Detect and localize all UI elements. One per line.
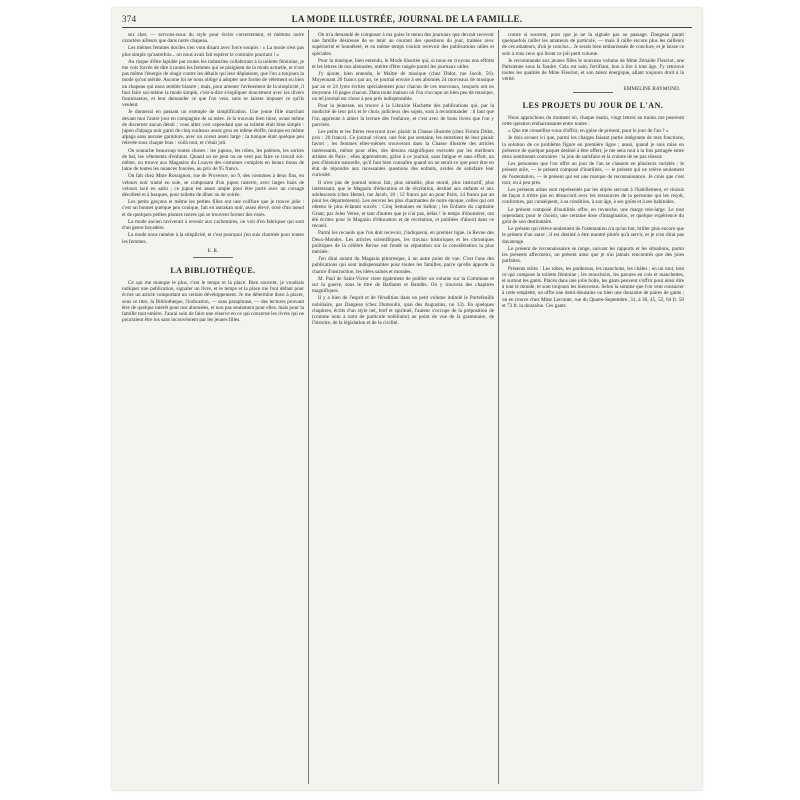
article-paragraph: On soutache beaucoup toutes choses : les jupons, les robes, les paletots, les sorties de bal, les vêtements d'enfants. Quand on ne peut ou ne veut pas faire ce travail soi-même, on trouve aux Magasins du Louvre des costumes complets en beaux tissus de laine de toutes les nuances foncées, au prix de 95 francs. — [122, 147, 304, 173]
article-paragraph: J'en dirai autant du Magasin pittoresque, à un autre point de vue. C'est l'une des publications qui sont indispensables pour toutes les familles, parce qu'elle apporte la chance d'instruction, les idées saines et morales. — [312, 256, 494, 275]
article-paragraph: Le présent qui relève seulement de l'ostentation n'a qu'un but, briller plus encore que le présent d'un autre ; il est destiné à être montré plutôt qu'à servir, et je n'en dirai pas davantage. — [502, 226, 684, 245]
header-rule — [122, 27, 692, 28]
article-paragraph: Le présent de reconnaissance se range, suivant les rapports et les situations, parmi les présents affectueux, un présent ainsi que je n'ai jamais rencontrés que des joies parfaites. — [502, 245, 684, 265]
newspaper-page — [112, 8, 702, 790]
article-signature: E. R. — [207, 247, 219, 254]
article-paragraph: Nous approchons du moment où, chaque matin, vingt lettres au moins me poseront cette question embarrassante entre toutes : — [502, 114, 684, 128]
article-paragraph: Pour la jeunesse, on trouve à la Librairie Hachette des publications qui, par la modicité de leur prix et le choix judicieux des sujets, sont à recommander : il faut que l'on apprenne à aimer la lecture dès l'enfance, et c'est avec de bons livres que l'on y parvient. — [312, 103, 494, 128]
article-paragraph: On m'a demandé de composer à ma guise le menu des journaux que devrait recevoir une famille désireuse de se tenir au courant des questions du jour, traitées avec supériorité et honnêteté, et en même temps vouloir recevoir des publications utiles et spéciales. — [312, 32, 494, 57]
section-rule — [193, 257, 233, 258]
section-title-projets: LES PROJETS DU JOUR DE L'AN. — [522, 100, 664, 110]
article-paragraph: Le présent composé d'inutilités offre, en revanche, une marge très-large. Le tout cependant, pour le choisir, une certaine dose d'imagination, et quelque expérience du goût de son destinataire. — [502, 206, 684, 226]
page-number: 374 — [122, 14, 137, 24]
article-paragraph: Les personnes que l'on offre au jour de l'an se classent en plusieurs variétés : le présent utile, — le présent composé d'inutilités, — le présent qui ne relève seulement de l'ostentation, — le présent qui est une marque de reconnaissance. Je crois que c'est tout, ou à peu près. — [502, 161, 684, 186]
article-paragraph: Présents utiles : Les robes, les pardessus, les manchons, les châles ; en un mot, tout ce qui compose la toilette féminine ; les mouchoirs, les parures en cols et manchettes, et surtout les gants. Placés dans une jolie boîte, les gants peuvent s'offrir pour ainsi dire à tout le monde, et sont toujours les bienvenus. Selon la somme que l'on veut consacrer à cette emplette, on offre une demi-douzaine ou bien une douzaine de paires de gants ; on en trouve chez Mme Lecomte, rue du Quatre-Septembre, 31, à 30, 45, 52, 64 fr. 50 et 73 fr. la douzaine. Ces gants — [502, 265, 684, 309]
article-paragraph: La mode ancien raviverait à revenir aux cachemires, on voit d'en fabriquer qui sont d'un genre bayadère. — [122, 218, 304, 232]
article-paragraph: Les petits garçons et même les petites filles ont une coiffure que je trouve jolie : c'est un bonnet quelque peu conique, fait en astrakan noir, assez élevé, orné d'un nœud et de quelques petites plumes noires qui se trouvent former des rosés. — [122, 199, 304, 218]
article-paragraph: La mode nous ramène à la simplicité, et c'est pourquoi j'en suis charmée pour toutes les femmes. — [122, 232, 304, 245]
article-paragraph: M. Paul de Saint-Victor vient également de publier un volume sur la Commune et sur la guerre, sous le titre de Barbares et Bandits. On y trouvera des chapitres magnifiques. — [312, 275, 494, 295]
article-paragraph: Ce qui me manque le plus, c'est le temps et la place. Bien souvent, je voudrais indiquer une publication, signaler un livre, et le temps et la place me font défaut pour écrire un article comportant un certain développement. Je me détermine donc à placer, sous ce titre, la Bibliothèque, l'indication, — sans paraphrase, — des lectures pouvant être de quelque intérêt pour nos abonnées, et non pas seulement pour elles, mais pour la famille tout entière. J'aurai soin de faire une réserve en ce qui concerne les livres qui ne pourraient être lus sans inconvénient par les jeunes filles. — [122, 279, 304, 324]
article-paragraph: Au risque d'être lapidée par toutes les industries collaborant à la toilette féminine, je me vois forcée de dire à toutes les femmes qui se plaignent de la mode actuelle, et n'ont pas même l'énergie de réagir contre les détails qui leur déplaisent, que l'on a toujours la mode qu'on mérite. Aucune loi ne nous oblige à adopter une forme de vêtement ou bien un chapeau qui nous semble bizarre ; mais, pour amener l'avènement de la simplicité, il faut faire soi-même la mode simple, c'est-à-dire s'expliquer doucement avec les divers fournisseurs, et leur demander ce que l'on veut, sans se laisser imposer ce qu'ils veulent. — [122, 58, 304, 109]
article-paragraph: On fait chez Mme Rossignon, rue de Provence, no 9, des costumes à deux fins, en velours noir tramé en soie, se composant d'un jupon rasterre, avec larges biais de velours lacé en satin ; ce jupon est assez ample pour être porté avec un corsage décolleté et à basques, pour toilette de dîner ou de soirée. — [122, 173, 304, 199]
article-paragraph: Les petits et les frères recevront avec plaisir la Chasse illustrée (chez Firmin Didot, prix : 20 francs). Ce journal vivant, une fois par semaine, les entretient de leur plaisir favori ; les femmes elles-mêmes trouveront dans la Chasse illustrée des articles intéressants, même pour elles, des dessins magnifiques exécutés par les meilleurs artistes de Paris ; elles apprendront, grâce à ce journal, sans fatigue et sans effort, un peu d'histoire naturelle, qu'il faut bien connaître quand on ne serait-ce que pour être en état de répondre aux incessantes questions des enfants, avides de satisfaire leur curiosité. — [312, 129, 494, 179]
article-paragraph: J'y ajoute, bien entendu, le Maître de musique (chez Didot, rue Jacob, 56). Moyennant 20 francs par an, ce journal envoie à ses abonnés 24 morceaux de musique par an et 24 lyres écrites spécialement pour chacun de ces morceaux, lesquels ont en moyenne 16 pages chacun. Dans toute maison où l'on s'occupe un bien peu de musique, un tel journal est chose à peu près indispensable. — [312, 71, 494, 103]
article-paragraph: « Que me conseillez-vous d'offrir, en guise de présent, pour le jour de l'an ? » — [508, 128, 669, 135]
article-paragraph: Les mêmes femmes dociles s'en vont disant avec force soupirs : « La mode n'est pas plus simple qu'autrefois... on nous avait fait espérer le contraire pourtant ! » — [122, 45, 304, 58]
column-divider — [498, 30, 499, 784]
section-title-bibliotheque: LA BIBLIOTHÈQUE. — [170, 265, 256, 275]
column-3 — [502, 32, 684, 784]
article-paragraph: Pour la musique, bien entendu, le Mode illustrée qui, si nous en croyons nos efforts et les lettres de nos abonnées, mérite d'être rangée parmi les journaux utiles. — [312, 57, 494, 71]
article-paragraph: Je dois avouer ici que, parmi les charges faisant partie intégrante de mes fonctions, la solution de ce problème figure en première ligne ; aussi, quand je suis mise en présence de quelque paquet destiné à être offert, je me sens tout à la fois partagée entre deux sentiments contraires : la joie de satisfaire et la crainte de ne pas réussir. — [502, 135, 684, 161]
article-paragraph: sez cher, — servons-nous du style pour écrire correctement, et mettons notre caractère ailleurs que dans notre chapeau. — [122, 32, 304, 45]
column-divider — [308, 30, 309, 784]
article-paragraph: Je donnerai en passant un exemple de simplification. Une jeune fille marchait devant moi l'autre jour en compagnie de sa mère. Je la trouvais bien mise, avant même de discerner aucun détail ; vous allez voir cependant que sa toilette était bien simple : jupon d'alpaga noir garni de cinq rouleaux assez gros en même étoffe, tunique en même alpaga sans aucune garniture, avec un corset assez large ; la tunique était quelque peu relevée sous chaque bras : voilà tout, et c'était joli. — [122, 109, 304, 147]
article-paragraph: Les présents utiles sont représentés par les objets servant à l'habillement, et choisis de façon à n'être pas en désaccord avec les ressources de la personne qui les reçoit, conformes, par conséquent, à sa condition, à son âge, à ses goûts et à ses habitudes. — [502, 187, 684, 206]
article-paragraph: contre si souvent, pour que je ne la signale pas au passage. Dangeau parait quelquefois railler les amateurs de particule, — mais il raille encore plus les railleurs de ces amateurs, d'où je conclus... Je serais bien embarrassée de conclure, et je laisse ce soin à tous ceux qui liront ce joli petit volume. — [502, 32, 684, 57]
journal-title: LA MODE ILLUSTRÉE, JOURNAL DE LA FAMILLE. — [291, 14, 523, 24]
page-header — [122, 14, 692, 28]
article-paragraph: Il n'est pas de journal mieux fait, plus aimable, plus moral, plus instructif, plus intéressant, que le Magasin d'éducation et de récréation, destiné aux enfants et aux adolescents (chez Hetzel, rue Jacob, 18 ; 12 francs par an pour Paris, 14 francs par an pour les départements). Les œuvres les plus charmantes de notre époque, celles qui ont obtenu le plus éclatant succès : Cinq Semaines en ballon ; les Enfants du capitaine Grant, par Jules Verne, et tant d'autres que je n'ai pas, hélas ! le temps d'énumérer, ont été écrites pour le Magasin d'éducation et de récréation, et publiées d'abord dans ce recueil. — [312, 179, 494, 230]
article-paragraph: Il y a bien de l'esprit et de l'érudition dans un petit volume intitulé le Portefeuille nobiliaire, par Dangeau (chez Dumoulin, quai des Augustins, no 13). En quelques chapitres, écrits d'un style net, bref et spirituel, l'auteur s'occupe de la préposition de (comme nom à nom de particule nobiliaire) au point de vue de la grammaire, de l'histoire, de la législation et de la civilité. — [312, 295, 494, 327]
article-paragraph: Parmi les recueils que l'on doit recevoir, j'indiquerai, en premier ligne, la Revue des Deux-Mondes. Les articles scientifiques, les travaux historiques et les chroniques politiques de la célèbre Revue ont fondé sa réputation sur la considération la plus méritée. — [312, 230, 494, 255]
column-2 — [312, 32, 494, 784]
section-rule — [573, 92, 613, 93]
article-paragraph: Je recommande aux jeunes filles le nouveau volume de Mme Zénaïde Fleuriot, une Parisienne sous la foudre. Cela est sain, fortifiant, bon à lire à tout âge. J'y retrouve toutes les qualités de Mme Fleuriot, et son talent énergique, allant toujours droit à la vérité. — [502, 57, 684, 83]
column-1 — [122, 32, 304, 784]
author-signature: EMMELINE RAYMOND. — [623, 85, 680, 92]
